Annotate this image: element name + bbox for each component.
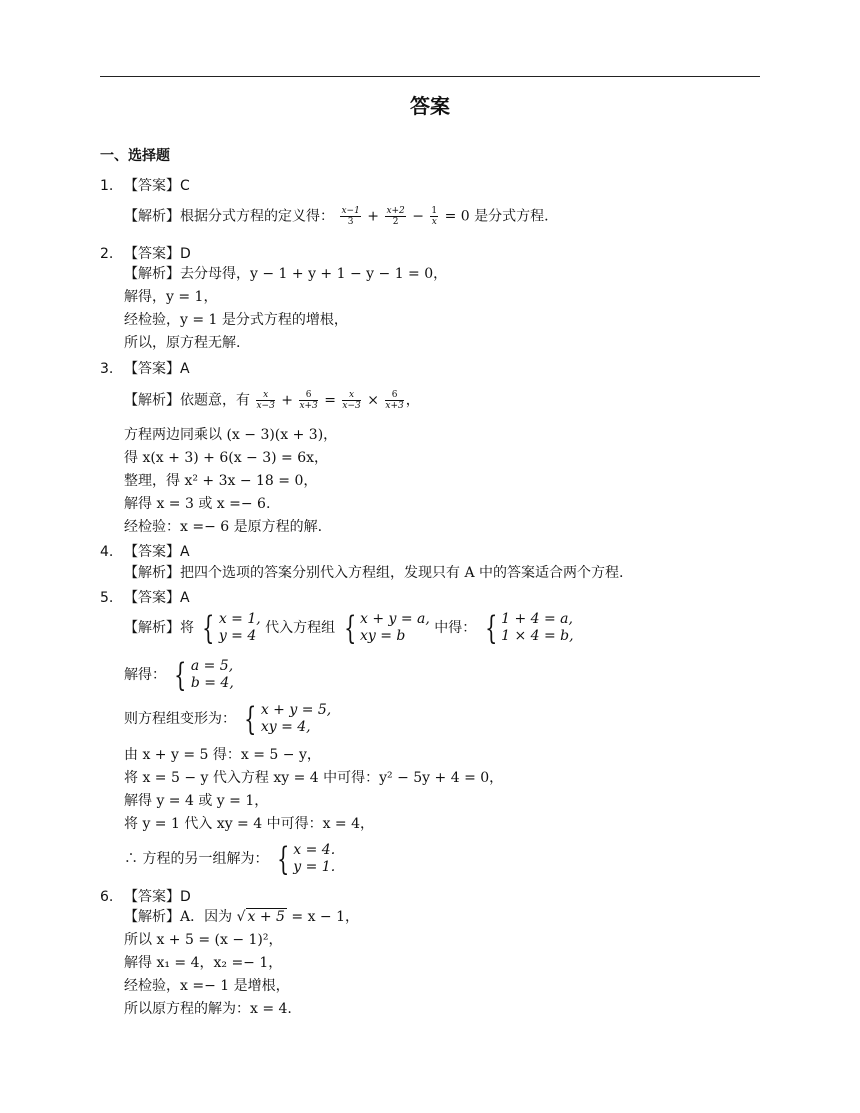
q5-system-5: { x + y = 5, xy = 4, xyxy=(244,700,332,738)
q5-analysis-mid: 代入方程组 xyxy=(265,620,336,636)
q1-analysis-suffix: 是分式方程. xyxy=(474,208,549,225)
q5-system-4: { a = 5, b = 4, xyxy=(174,656,234,694)
q5-transform xyxy=(124,702,331,736)
q1-analysis-prefix: 【解析】根据分式方程的定义得： xyxy=(124,208,334,225)
q1-analysis xyxy=(124,206,549,227)
q3-fraction-c: $\frac{x}{x-3}$ xyxy=(342,390,361,411)
q5-solve-prefix: 解得： xyxy=(124,667,166,683)
q5-other-solution xyxy=(124,842,335,876)
q1-fraction-3: $\frac{1}{x}$ xyxy=(431,206,438,227)
q3-fraction-d: $\frac{6}{x+3}$ xyxy=(385,390,404,411)
sqrt-symbol: √ xyxy=(236,909,246,925)
q6-sqrt-content: x + 5 xyxy=(247,909,285,925)
q3-analysis xyxy=(124,390,420,411)
q5-number: 5. xyxy=(100,590,114,606)
q3-comma: ， xyxy=(405,392,420,409)
q5-solve xyxy=(124,658,234,692)
q5-answer xyxy=(100,587,190,607)
q5-other-prefix: ∴ 方程的另一组解为： xyxy=(124,851,269,867)
q2-line-4: 所以，原方程无解. xyxy=(124,335,241,351)
q4-answer-text: 【答案】A xyxy=(124,544,190,560)
q2-line-2: 解得，y = 1， xyxy=(124,289,218,305)
q6-line-3: 解得 x₁ = 4，x₂ =− 1， xyxy=(124,955,283,971)
q5-system-6: { x = 4. y = 1. xyxy=(276,840,336,878)
section-heading: 一、选择题 xyxy=(100,148,170,164)
q5-transform-prefix: 则方程组变形为： xyxy=(124,711,236,727)
q2-line-1: 【解析】去分母得，y − 1 + y + 1 − y − 1 = 0， xyxy=(124,266,448,282)
q5-line-4: 由 x + y = 5 得：x = 5 − y， xyxy=(124,747,321,763)
q3-fraction-a: $\frac{x}{x-3}$ xyxy=(256,390,275,411)
q6-answer xyxy=(100,886,191,906)
q1-minus: − xyxy=(412,208,424,225)
q1-plus: + xyxy=(367,208,379,225)
q6-analysis-prefix: 【解析】A．因为 xyxy=(124,909,233,925)
q1-number: 1. xyxy=(100,178,114,194)
q3-times: × xyxy=(367,392,379,409)
q2-answer xyxy=(100,243,191,263)
q1-fraction-1: $\frac{x-1}{3}$ xyxy=(341,206,360,227)
q5-system-1: { x = 1, y = 4 xyxy=(202,609,261,647)
q1-fraction-2: $\frac{x+2}{2}$ xyxy=(386,206,405,227)
top-rule xyxy=(100,76,760,77)
q3-line-4: 整理，得 x² + 3x − 18 = 0， xyxy=(124,473,318,489)
q3-fraction-b: $\frac{6}{x+3}$ xyxy=(299,390,318,411)
q5-line-7: 将 y = 1 代入 xy = 4 中可得：x = 4， xyxy=(124,816,375,832)
q5-answer-text: 【答案】A xyxy=(124,590,190,606)
q6-answer-text: 【答案】D xyxy=(124,889,191,905)
q4-line-1: 【解析】把四个选项的答案分别代入方程组，发现只有 A 中的答案适合两个方程. xyxy=(124,565,624,581)
q5-system-3: { 1 + 4 = a, 1 × 4 = b, xyxy=(484,609,574,647)
q3-number: 3. xyxy=(100,361,114,377)
q1-answer xyxy=(100,175,190,195)
q5-line-6: 解得 y = 4 或 y = 1， xyxy=(124,793,269,809)
q3-line-6: 经检验：x =− 6 是原方程的解. xyxy=(124,519,323,535)
q5-line-5: 将 x = 5 − y 代入方程 xy = 4 中可得：y² − 5y + 4 = 0， xyxy=(124,770,504,786)
q4-answer xyxy=(100,541,190,561)
q5-analysis xyxy=(124,611,574,645)
q3-line-3: 得 x(x + 3) + 6(x − 3) = 6x， xyxy=(124,450,329,466)
q4-number: 4. xyxy=(100,544,114,560)
q3-answer-text: 【答案】A xyxy=(124,361,190,377)
q6-line-5: 所以原方程的解为：x = 4. xyxy=(124,1001,292,1017)
q3-line-5: 解得 x = 3 或 x =− 6. xyxy=(124,496,271,512)
q5-system-2: { x + y = a, xy = b xyxy=(343,609,430,647)
q5-analysis-mid2: 中得： xyxy=(434,620,477,636)
q2-answer-text: 【答案】D xyxy=(124,246,191,262)
q5-analysis-prefix: 【解析】将 xyxy=(124,620,194,636)
q6-line-2: 所以 x + 5 = (x − 1)²， xyxy=(124,932,283,948)
q3-plus: + xyxy=(281,392,293,409)
q3-analysis-prefix: 【解析】依题意，有 xyxy=(124,392,250,409)
q1-answer-text: 【答案】C xyxy=(124,178,190,194)
q2-number: 2. xyxy=(100,246,114,262)
q3-equals: = xyxy=(324,392,336,409)
q6-analysis-suffix: = x − 1， xyxy=(291,909,360,925)
page-title: 答案 xyxy=(410,94,450,118)
q6-analysis xyxy=(124,908,359,926)
q6-number: 6. xyxy=(100,889,114,905)
q6-line-4: 经检验，x =− 1 是增根， xyxy=(124,978,290,994)
q1-equals-zero: = 0 xyxy=(444,208,470,225)
q3-line-2: 方程两边同乘以 (x − 3)(x + 3)， xyxy=(124,427,338,443)
q3-answer xyxy=(100,358,190,378)
q2-line-3: 经检验，y = 1 是分式方程的增根， xyxy=(124,312,348,328)
